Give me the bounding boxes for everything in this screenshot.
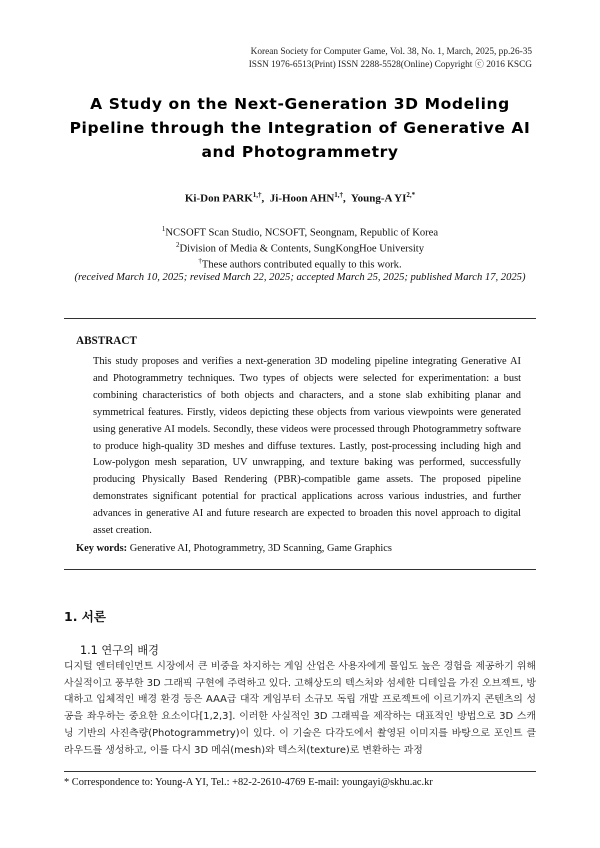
- abstract-text: This study proposes and verifies a next-generation 3D modeling pipeline integrating Generative AI and Photogrammetry techniques. Two types of objects were selected for experimentation: a bust combining characteristics of both objects and characters, and a stone slab exhibiting planar and symmetrical features. Firstly, videos depicting these objects from various viewpoints were generated using generative AI models. Secondly, these videos were processed through Photogrammetry software to produce high-quality 3D meshes and diffuse textures. Lastly, post-processing including high and Low-polygon mesh separation, UV unwrapping, and texture baking was performed, successfully producing Physically Based Rendering (PBR)-compatible game assets. The proposed pipeline demonstrates significant potential for practical applications across various industries, and further advances in generative AI and future research are expected to broaden this novel approach to digital asset creation.: [93, 356, 521, 537]
- section-heading: 1. 서론: [64, 609, 106, 624]
- journal-citation: Korean Society for Computer Game, Vol. 38, No. 1, March, 2025, pp.26-35: [250, 47, 532, 57]
- divider: [64, 318, 536, 319]
- affiliation-text: Division of Media & Contents, SungKongHoe University: [179, 243, 425, 255]
- affiliation-sup: 1: [161, 225, 166, 233]
- subsection-heading: 1.1 연구의 배경: [80, 644, 159, 657]
- divider: [64, 569, 536, 570]
- affiliation-sup: 2: [175, 241, 180, 249]
- affiliation-sup: †: [198, 257, 202, 265]
- received-dates: (received March 10, 2025; revised March 22, 2025; accepted March 25, 2025; published March 17, 2025): [74, 272, 526, 283]
- affiliation-text: NCSOFT Scan Studio, NCSOFT, Seongnam, Republic of Korea: [165, 227, 439, 239]
- journal-header: [249, 46, 532, 72]
- author-name: Young-A YI: [350, 192, 407, 205]
- author-list: Ki-Don $PARK^{1,\dagger}$, Ji-Hoon $AHN^{1,\dagger}$, Young-A $YI^{2,*}$: [184, 191, 416, 205]
- paper-title: A Study on the Next-Generation 3D Modeling Pipeline through the Integration of Generative AI and Photogrammetry: [69, 95, 531, 161]
- author-sup: 2,*: [406, 191, 416, 199]
- author-name: Ki-Don PARK: [184, 192, 253, 205]
- journal-issn: ISSN 1976-6513(Print) ISSN 2288-5528(Online) Copyright ⓒ 2016 KSCG: [248, 60, 532, 70]
- author-name: Ji-Hoon AHN: [269, 192, 335, 205]
- author-sup: 1,†: [334, 191, 344, 199]
- keywords-value: Generative AI, Photogrammetry, 3D Scanning, Game Graphics: [129, 543, 392, 554]
- abstract-heading: ABSTRACT: [76, 335, 137, 347]
- keywords-label: Key words:: [76, 543, 128, 554]
- correspondence-footnote: * Correspondence to: Young-A YI, Tel.: +82-2-2610-4769 E-mail: youngayi@skhu.ac.kr: [64, 777, 433, 788]
- body-paragraph: 디지털 엔터테인먼트 시장에서 큰 비중을 차지하는 게임 산업은 사용자에게 몰입도 높은 경험을 제공하기 위해 사실적이고 풍부한 3D 그래픽 구현에 주력하고 있다. 고해상도의 텍스처와 섬세한 디테일을 가진 오브젝트, 방대하고 입체적인 배경 환경 등은 AAA급 대작 게임부터 소규모 독립 개발 프로젝트에 이르기까지 콘텐츠의 성공을 좌우하는 중요한 요소이다[1,2,3]. 이러한 사실적인 3D 그래픽을 제작하는 대표적인 방법으로 3D 스캐닝 기반의 사진측량(Photogrammetry)이 있다. 이 기술은 다각도에서 촬영된 이미지를 바탕으로 포인트 클라우드를 생성하고, 이를 다시 3D 메쉬(mesh)와 텍스처(texture)로 변환하는 과정: [64, 661, 536, 756]
- footnote-divider: [64, 771, 536, 772]
- author-sup: 1,†: [252, 191, 262, 199]
- keywords: [76, 543, 392, 554]
- affiliation-text: These authors contributed equally to this work.: [201, 259, 402, 271]
